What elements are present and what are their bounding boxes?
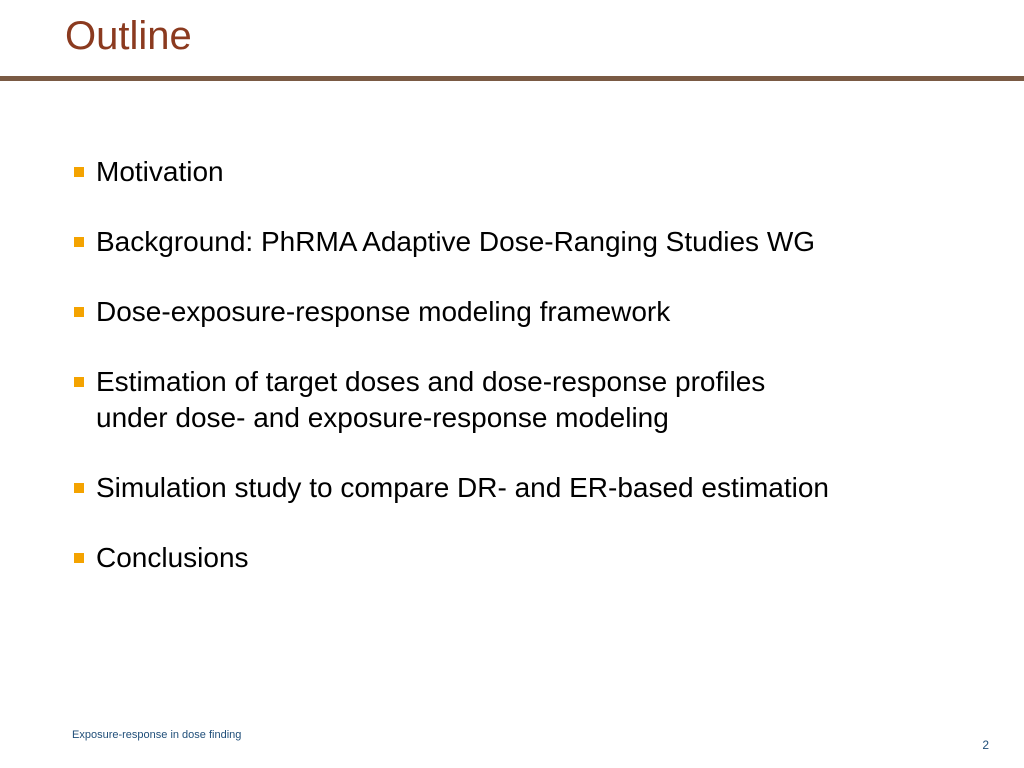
bullet-item: [74, 470, 1004, 506]
slide-title: Outline: [65, 14, 192, 58]
square-bullet-icon: [74, 237, 84, 247]
footer-text: Exposure-response in dose finding: [72, 729, 242, 741]
square-bullet-icon: [74, 307, 84, 317]
bullet-text-line-2: under dose- and exposure-response modeling: [96, 402, 669, 433]
bullet-text: Motivation: [96, 156, 224, 187]
bullet-text-line-1: Estimation of target doses and dose-response profiles: [96, 366, 766, 397]
bullet-text: Conclusions: [96, 542, 249, 573]
page-number: 2: [982, 738, 989, 752]
bullet-text: Background: PhRMA Adaptive Dose-Ranging Studies WG: [96, 226, 816, 257]
bullet-item: [74, 224, 1004, 260]
square-bullet-icon: [74, 553, 84, 563]
bullet-item: [74, 540, 1004, 576]
square-bullet-icon: [74, 167, 84, 177]
square-bullet-icon: [74, 377, 84, 387]
bullet-item: [74, 364, 1004, 436]
bullet-text: Simulation study to compare DR- and ER-based estimation: [96, 472, 830, 503]
bullet-list: [74, 154, 1004, 610]
bullet-item: [74, 294, 1004, 330]
square-bullet-icon: [74, 483, 84, 493]
bullet-item: [74, 154, 1004, 190]
bullet-text: Dose-exposure-response modeling framework: [96, 296, 671, 327]
title-divider: [0, 76, 1024, 81]
